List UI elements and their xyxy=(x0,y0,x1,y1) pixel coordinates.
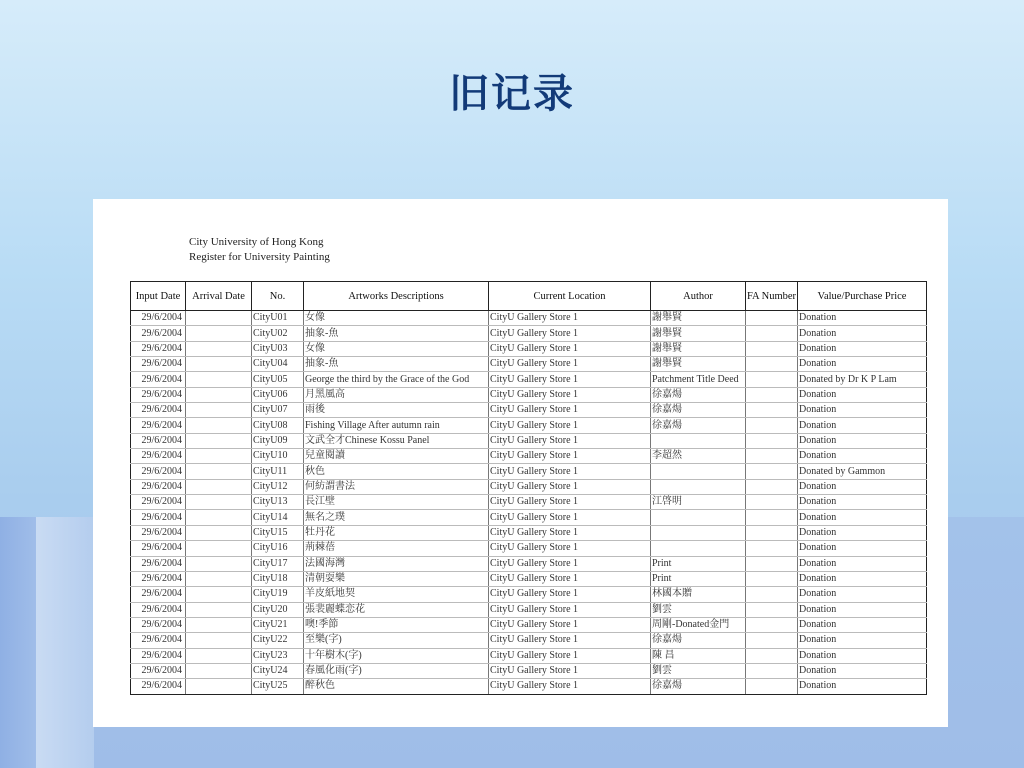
column-header-fa-number: FA Number xyxy=(746,282,798,311)
cell-author: 謝舉賢 xyxy=(651,341,746,356)
cell-input-date: 29/6/2004 xyxy=(131,387,186,402)
cell-value: Donation xyxy=(798,602,927,617)
organization-name: City University of Hong Kong xyxy=(189,236,324,248)
cell-value: Donation xyxy=(798,449,927,464)
cell-description: 抽象-魚 xyxy=(304,357,489,372)
table-row xyxy=(131,311,927,326)
cell-fa-number xyxy=(746,633,798,648)
cell-fa-number xyxy=(746,403,798,418)
cell-location: CityU Gallery Store 1 xyxy=(489,449,651,464)
cell-arrival-date xyxy=(186,571,252,586)
cell-description: 長江壁 xyxy=(304,495,489,510)
cell-input-date: 29/6/2004 xyxy=(131,495,186,510)
cell-arrival-date xyxy=(186,387,252,402)
cell-location: CityU Gallery Store 1 xyxy=(489,479,651,494)
cell-description: 十年樹木(字) xyxy=(304,648,489,663)
cell-description: 無名之璞 xyxy=(304,510,489,525)
slide-title: 旧记录 xyxy=(449,70,575,117)
cell-fa-number xyxy=(746,464,798,479)
document-header xyxy=(189,235,330,265)
cell-fa-number xyxy=(746,418,798,433)
cell-value: Donation xyxy=(798,571,927,586)
cell-arrival-date xyxy=(186,479,252,494)
table-row xyxy=(131,341,927,356)
register-title: Register for University Painting xyxy=(189,251,330,263)
cell-number: CityU21 xyxy=(252,617,304,632)
table-row xyxy=(131,495,927,510)
cell-arrival-date xyxy=(186,449,252,464)
cell-number: CityU06 xyxy=(252,387,304,402)
cell-location: CityU Gallery Store 1 xyxy=(489,633,651,648)
cell-value: Donated by Gammon xyxy=(798,464,927,479)
cell-description: 兒童閱讀 xyxy=(304,449,489,464)
table-row xyxy=(131,541,927,556)
cell-author: 徐嘉煬 xyxy=(651,403,746,418)
background-stripe-light xyxy=(36,517,94,768)
cell-location: CityU Gallery Store 1 xyxy=(489,433,651,448)
cell-description: 荊棘蓓 xyxy=(304,541,489,556)
cell-description: 清朝耍樂 xyxy=(304,571,489,586)
cell-input-date: 29/6/2004 xyxy=(131,541,186,556)
cell-fa-number xyxy=(746,617,798,632)
cell-fa-number xyxy=(746,663,798,678)
table-row xyxy=(131,602,927,617)
cell-location: CityU Gallery Store 1 xyxy=(489,571,651,586)
cell-number: CityU18 xyxy=(252,571,304,586)
cell-number: CityU24 xyxy=(252,663,304,678)
cell-author: 周剛-Donated金門 xyxy=(651,617,746,632)
cell-location: CityU Gallery Store 1 xyxy=(489,311,651,326)
cell-description: 月黑風高 xyxy=(304,387,489,402)
table-row xyxy=(131,403,927,418)
cell-author: 謝舉賢 xyxy=(651,311,746,326)
cell-location: CityU Gallery Store 1 xyxy=(489,403,651,418)
cell-fa-number xyxy=(746,679,798,694)
column-header-value: Value/Purchase Price xyxy=(798,282,927,311)
column-header-input-date: Input Date xyxy=(131,282,186,311)
cell-value: Donation xyxy=(798,341,927,356)
cell-number: CityU11 xyxy=(252,464,304,479)
cell-number: CityU08 xyxy=(252,418,304,433)
cell-author: 徐嘉煬 xyxy=(651,418,746,433)
cell-author: 劉雲 xyxy=(651,663,746,678)
table-row xyxy=(131,556,927,571)
column-header-description: Artworks Descriptions xyxy=(304,282,489,311)
cell-arrival-date xyxy=(186,633,252,648)
column-header-location: Current Location xyxy=(489,282,651,311)
cell-author: Print xyxy=(651,556,746,571)
cell-location: CityU Gallery Store 1 xyxy=(489,587,651,602)
cell-location: CityU Gallery Store 1 xyxy=(489,525,651,540)
cell-number: CityU23 xyxy=(252,648,304,663)
cell-description: 法國海灣 xyxy=(304,556,489,571)
cell-description: 文武全才Chinese Kossu Panel xyxy=(304,433,489,448)
cell-value: Donation xyxy=(798,556,927,571)
cell-author xyxy=(651,464,746,479)
cell-description: 牡丹花 xyxy=(304,525,489,540)
cell-value: Donation xyxy=(798,663,927,678)
cell-fa-number xyxy=(746,587,798,602)
cell-value: Donation xyxy=(798,403,927,418)
cell-fa-number xyxy=(746,357,798,372)
cell-input-date: 29/6/2004 xyxy=(131,587,186,602)
cell-location: CityU Gallery Store 1 xyxy=(489,663,651,678)
table-row xyxy=(131,449,927,464)
cell-input-date: 29/6/2004 xyxy=(131,679,186,694)
cell-fa-number xyxy=(746,387,798,402)
cell-author: 江啓明 xyxy=(651,495,746,510)
cell-number: CityU25 xyxy=(252,679,304,694)
cell-number: CityU05 xyxy=(252,372,304,387)
cell-number: CityU14 xyxy=(252,510,304,525)
cell-number: CityU04 xyxy=(252,357,304,372)
cell-value: Donation xyxy=(798,326,927,341)
cell-arrival-date xyxy=(186,617,252,632)
table-row xyxy=(131,679,927,694)
cell-value: Donation xyxy=(798,679,927,694)
cell-description: 噢!季節 xyxy=(304,617,489,632)
cell-location: CityU Gallery Store 1 xyxy=(489,357,651,372)
cell-value: Donation xyxy=(798,433,927,448)
table-row xyxy=(131,418,927,433)
table-row xyxy=(131,387,927,402)
cell-author: 徐嘉煬 xyxy=(651,387,746,402)
background-stripe xyxy=(0,517,36,768)
table-row xyxy=(131,617,927,632)
cell-input-date: 29/6/2004 xyxy=(131,663,186,678)
cell-fa-number xyxy=(746,541,798,556)
cell-description: 醉秋色 xyxy=(304,679,489,694)
cell-description: 抽象-魚 xyxy=(304,326,489,341)
cell-arrival-date xyxy=(186,556,252,571)
cell-description: George the third by the Grace of the God xyxy=(304,372,489,387)
column-header-author: Author xyxy=(651,282,746,311)
cell-input-date: 29/6/2004 xyxy=(131,311,186,326)
cell-arrival-date xyxy=(186,357,252,372)
cell-location: CityU Gallery Store 1 xyxy=(489,387,651,402)
cell-number: CityU16 xyxy=(252,541,304,556)
cell-location: CityU Gallery Store 1 xyxy=(489,464,651,479)
table-body xyxy=(131,311,927,695)
cell-fa-number xyxy=(746,341,798,356)
cell-fa-number xyxy=(746,449,798,464)
cell-arrival-date xyxy=(186,525,252,540)
cell-arrival-date xyxy=(186,648,252,663)
cell-value: Donation xyxy=(798,495,927,510)
cell-value: Donation xyxy=(798,617,927,632)
cell-arrival-date xyxy=(186,663,252,678)
cell-author: Print xyxy=(651,571,746,586)
cell-arrival-date xyxy=(186,464,252,479)
cell-author xyxy=(651,510,746,525)
cell-author: 徐嘉煬 xyxy=(651,679,746,694)
cell-fa-number xyxy=(746,602,798,617)
table-row xyxy=(131,663,927,678)
cell-author: 謝舉賢 xyxy=(651,326,746,341)
table-row xyxy=(131,326,927,341)
cell-number: CityU09 xyxy=(252,433,304,448)
cell-input-date: 29/6/2004 xyxy=(131,403,186,418)
cell-location: CityU Gallery Store 1 xyxy=(489,556,651,571)
cell-value: Donated by Dr K P Lam xyxy=(798,372,927,387)
cell-input-date: 29/6/2004 xyxy=(131,449,186,464)
cell-location: CityU Gallery Store 1 xyxy=(489,326,651,341)
painting-register-table xyxy=(130,281,927,695)
cell-fa-number xyxy=(746,433,798,448)
table-row xyxy=(131,648,927,663)
cell-arrival-date xyxy=(186,403,252,418)
cell-author: 李超然 xyxy=(651,449,746,464)
cell-number: CityU22 xyxy=(252,633,304,648)
cell-location: CityU Gallery Store 1 xyxy=(489,418,651,433)
cell-input-date: 29/6/2004 xyxy=(131,479,186,494)
cell-location: CityU Gallery Store 1 xyxy=(489,341,651,356)
cell-location: CityU Gallery Store 1 xyxy=(489,648,651,663)
cell-description: 秋色 xyxy=(304,464,489,479)
table-row xyxy=(131,525,927,540)
cell-number: CityU12 xyxy=(252,479,304,494)
cell-input-date: 29/6/2004 xyxy=(131,525,186,540)
cell-number: CityU10 xyxy=(252,449,304,464)
cell-value: Donation xyxy=(798,357,927,372)
cell-input-date: 29/6/2004 xyxy=(131,372,186,387)
cell-value: Donation xyxy=(798,633,927,648)
cell-author xyxy=(651,541,746,556)
cell-arrival-date xyxy=(186,418,252,433)
cell-author xyxy=(651,433,746,448)
cell-location: CityU Gallery Store 1 xyxy=(489,602,651,617)
cell-number: CityU13 xyxy=(252,495,304,510)
cell-value: Donation xyxy=(798,587,927,602)
cell-input-date: 29/6/2004 xyxy=(131,602,186,617)
cell-arrival-date xyxy=(186,326,252,341)
table-row xyxy=(131,372,927,387)
cell-description: 雨後 xyxy=(304,403,489,418)
cell-value: Donation xyxy=(798,648,927,663)
cell-number: CityU15 xyxy=(252,525,304,540)
cell-description: 女像 xyxy=(304,341,489,356)
cell-value: Donation xyxy=(798,311,927,326)
cell-input-date: 29/6/2004 xyxy=(131,341,186,356)
cell-arrival-date xyxy=(186,341,252,356)
cell-number: CityU03 xyxy=(252,341,304,356)
cell-input-date: 29/6/2004 xyxy=(131,510,186,525)
cell-arrival-date xyxy=(186,510,252,525)
cell-description: 羊皮紙地契 xyxy=(304,587,489,602)
cell-number: CityU20 xyxy=(252,602,304,617)
cell-arrival-date xyxy=(186,372,252,387)
table-row xyxy=(131,357,927,372)
cell-arrival-date xyxy=(186,602,252,617)
table-row xyxy=(131,479,927,494)
cell-location: CityU Gallery Store 1 xyxy=(489,679,651,694)
cell-fa-number xyxy=(746,525,798,540)
cell-value: Donation xyxy=(798,387,927,402)
cell-location: CityU Gallery Store 1 xyxy=(489,372,651,387)
table-row xyxy=(131,571,927,586)
cell-input-date: 29/6/2004 xyxy=(131,433,186,448)
cell-value: Donation xyxy=(798,525,927,540)
cell-location: CityU Gallery Store 1 xyxy=(489,495,651,510)
cell-description: Fishing Village After autumn rain xyxy=(304,418,489,433)
cell-input-date: 29/6/2004 xyxy=(131,357,186,372)
cell-input-date: 29/6/2004 xyxy=(131,648,186,663)
cell-fa-number xyxy=(746,571,798,586)
table-row xyxy=(131,464,927,479)
cell-number: CityU01 xyxy=(252,311,304,326)
cell-author: 徐嘉煬 xyxy=(651,633,746,648)
cell-fa-number xyxy=(746,648,798,663)
cell-author xyxy=(651,525,746,540)
cell-author: 劉雲 xyxy=(651,602,746,617)
cell-arrival-date xyxy=(186,433,252,448)
cell-value: Donation xyxy=(798,510,927,525)
cell-number: CityU19 xyxy=(252,587,304,602)
cell-fa-number xyxy=(746,495,798,510)
cell-number: CityU07 xyxy=(252,403,304,418)
register-document xyxy=(93,199,948,727)
cell-author xyxy=(651,479,746,494)
cell-input-date: 29/6/2004 xyxy=(131,464,186,479)
cell-value: Donation xyxy=(798,418,927,433)
column-header-arrival-date: Arrival Date xyxy=(186,282,252,311)
cell-description: 女像 xyxy=(304,311,489,326)
cell-location: CityU Gallery Store 1 xyxy=(489,617,651,632)
cell-value: Donation xyxy=(798,479,927,494)
cell-fa-number xyxy=(746,311,798,326)
cell-input-date: 29/6/2004 xyxy=(131,633,186,648)
cell-description: 何紡謂書法 xyxy=(304,479,489,494)
cell-fa-number xyxy=(746,510,798,525)
cell-input-date: 29/6/2004 xyxy=(131,326,186,341)
cell-author: 謝舉賢 xyxy=(651,357,746,372)
cell-fa-number xyxy=(746,479,798,494)
cell-arrival-date xyxy=(186,587,252,602)
cell-fa-number xyxy=(746,326,798,341)
cell-number: CityU02 xyxy=(252,326,304,341)
cell-value: Donation xyxy=(798,541,927,556)
cell-number: CityU17 xyxy=(252,556,304,571)
column-header-number: No. xyxy=(252,282,304,311)
cell-location: CityU Gallery Store 1 xyxy=(489,541,651,556)
cell-fa-number xyxy=(746,372,798,387)
cell-arrival-date xyxy=(186,495,252,510)
table-header-row xyxy=(131,282,927,311)
cell-author: 林國本贈 xyxy=(651,587,746,602)
cell-arrival-date xyxy=(186,311,252,326)
table-row xyxy=(131,510,927,525)
cell-input-date: 29/6/2004 xyxy=(131,556,186,571)
cell-input-date: 29/6/2004 xyxy=(131,418,186,433)
cell-description: 春風化雨(字) xyxy=(304,663,489,678)
cell-fa-number xyxy=(746,556,798,571)
cell-author: Patchment Title Deed xyxy=(651,372,746,387)
table-row xyxy=(131,633,927,648)
cell-arrival-date xyxy=(186,679,252,694)
cell-input-date: 29/6/2004 xyxy=(131,571,186,586)
cell-description: 張裴麗蝶恋花 xyxy=(304,602,489,617)
cell-input-date: 29/6/2004 xyxy=(131,617,186,632)
table-row xyxy=(131,587,927,602)
cell-description: 至樂(字) xyxy=(304,633,489,648)
cell-arrival-date xyxy=(186,541,252,556)
cell-author: 陳 昌 xyxy=(651,648,746,663)
table-row xyxy=(131,433,927,448)
cell-location: CityU Gallery Store 1 xyxy=(489,510,651,525)
